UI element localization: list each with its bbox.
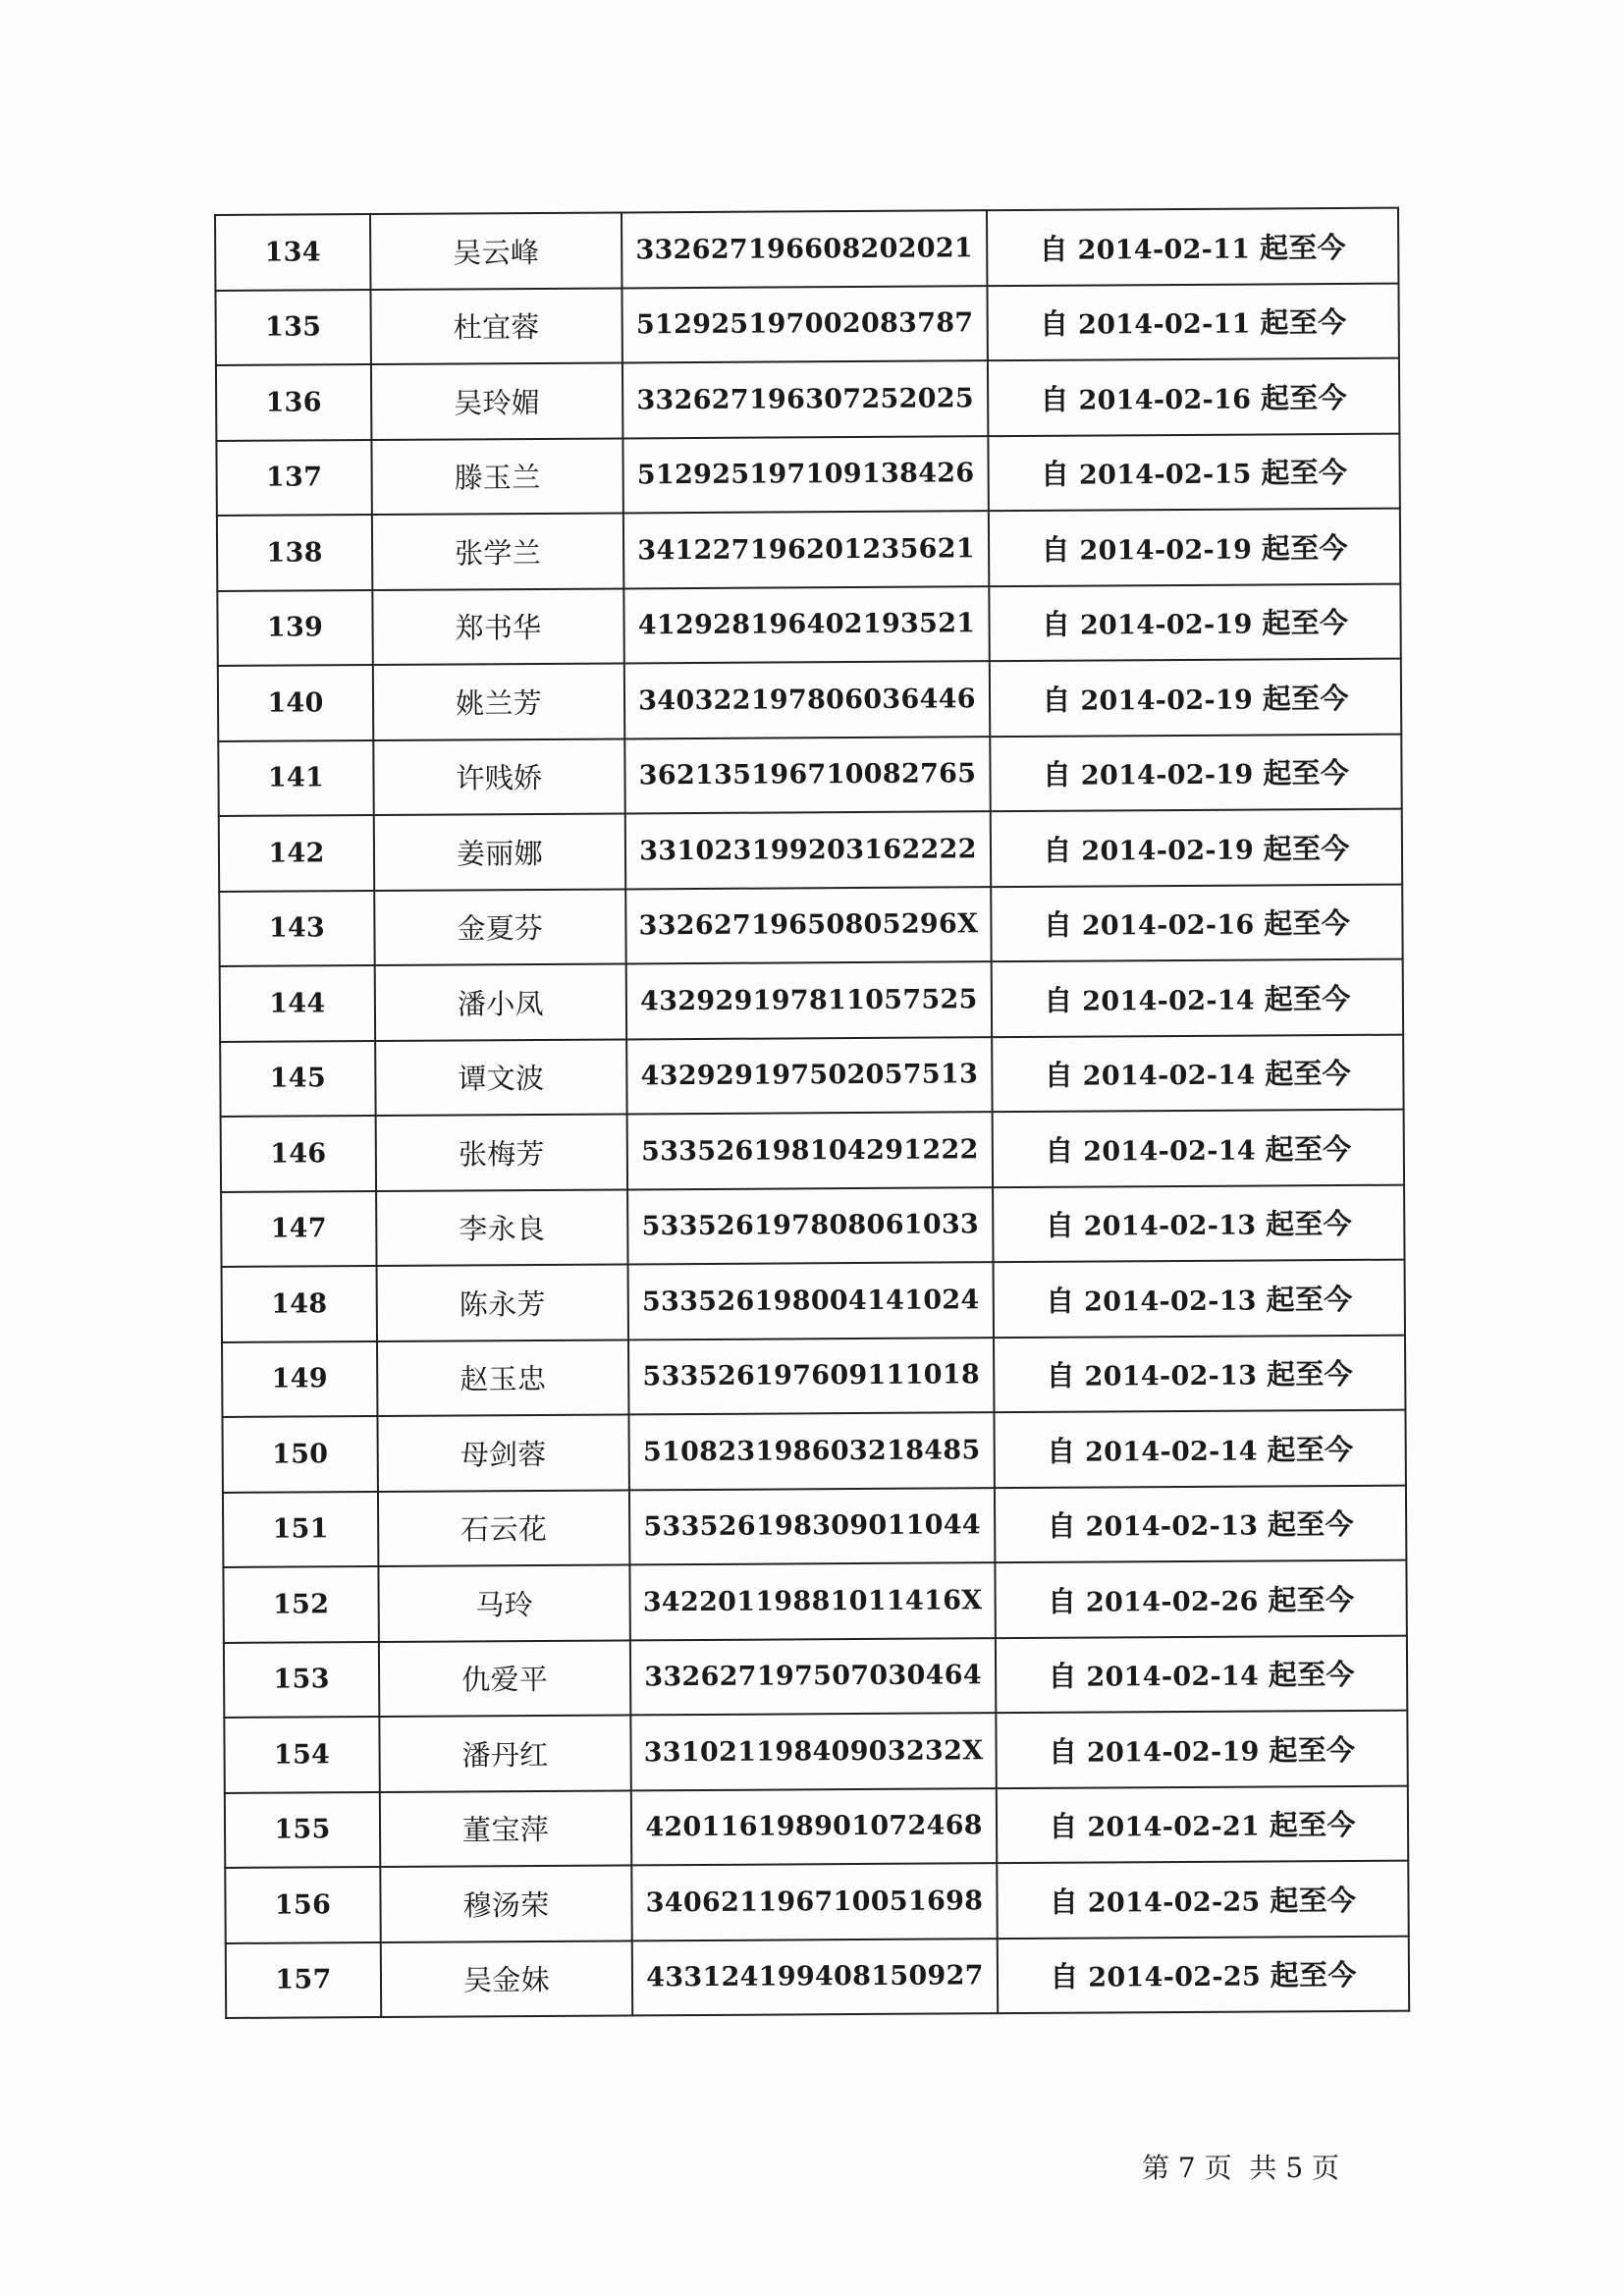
row-number: 150 <box>222 1416 377 1492</box>
date-range <box>995 1485 1406 1562</box>
date-range <box>993 1184 1404 1262</box>
row-number: 142 <box>219 815 374 891</box>
date-prefix: 自 <box>1047 1584 1077 1618</box>
date-suffix: 起至今 <box>1264 906 1351 941</box>
start-date: 2014-02-16 <box>1081 909 1255 942</box>
date-prefix: 自 <box>1041 607 1071 642</box>
start-date: 2014-02-13 <box>1084 1360 1258 1393</box>
row-number: 139 <box>217 590 372 666</box>
id-number: 512925197002083787 <box>622 286 987 363</box>
date-suffix: 起至今 <box>1268 1582 1355 1617</box>
person-name: 马玲 <box>378 1564 629 1641</box>
date-suffix: 起至今 <box>1260 305 1347 340</box>
date-range <box>997 1861 1408 1939</box>
date-range <box>996 1635 1407 1713</box>
start-date: 2014-02-13 <box>1083 1210 1257 1242</box>
date-suffix: 起至今 <box>1269 1808 1356 1842</box>
date-suffix: 起至今 <box>1263 831 1350 866</box>
start-date: 2014-02-13 <box>1084 1285 1257 1318</box>
table-row <box>218 659 1401 741</box>
person-name: 张学兰 <box>372 513 623 589</box>
date-suffix: 起至今 <box>1270 1958 1357 1993</box>
table-row <box>216 358 1399 441</box>
date-suffix: 起至今 <box>1267 1432 1354 1467</box>
id-number: 332627196608202021 <box>622 210 987 288</box>
table-row <box>215 208 1398 291</box>
table-row <box>219 884 1402 966</box>
date-range <box>989 583 1400 661</box>
table-row <box>215 283 1398 365</box>
date-suffix: 起至今 <box>1265 1207 1353 1241</box>
date-suffix: 起至今 <box>1259 230 1347 265</box>
id-number: 432929197502057513 <box>626 1037 992 1115</box>
id-number: 340322197806036446 <box>624 661 990 738</box>
start-date: 2014-02-11 <box>1077 234 1251 266</box>
row-number: 154 <box>224 1717 379 1792</box>
row-number: 151 <box>223 1492 378 1567</box>
date-suffix: 起至今 <box>1260 380 1347 415</box>
table-row <box>220 1034 1403 1117</box>
row-number: 152 <box>223 1566 378 1642</box>
id-number: 533526198104291222 <box>627 1112 993 1189</box>
date-range <box>988 433 1399 511</box>
id-number: 362135196710082765 <box>624 737 990 814</box>
date-prefix: 自 <box>1043 907 1073 943</box>
row-number: 134 <box>215 214 370 290</box>
date-prefix: 自 <box>1043 833 1072 867</box>
id-number: 533526197808061033 <box>627 1187 993 1265</box>
row-number: 149 <box>222 1341 377 1417</box>
date-suffix: 起至今 <box>1265 1057 1352 1091</box>
date-prefix: 自 <box>1047 1508 1076 1544</box>
row-number: 143 <box>219 891 374 966</box>
id-number: 533526198004141024 <box>628 1262 994 1339</box>
date-prefix: 自 <box>1039 306 1069 342</box>
person-name: 谭文波 <box>375 1039 626 1116</box>
person-name: 许贱娇 <box>373 738 624 815</box>
row-number: 135 <box>215 290 370 365</box>
date-prefix: 自 <box>1048 1659 1077 1694</box>
start-date: 2014-02-15 <box>1078 459 1252 491</box>
id-number: 433124199408150927 <box>632 1939 998 2016</box>
date-range <box>991 884 1402 961</box>
date-prefix: 自 <box>1046 1358 1075 1394</box>
person-name: 李永良 <box>376 1189 627 1266</box>
row-number: 141 <box>218 740 373 816</box>
date-prefix: 自 <box>1050 1959 1079 1995</box>
person-name: 吴玲媚 <box>371 362 622 439</box>
table-row <box>222 1335 1405 1417</box>
table-row <box>220 959 1403 1042</box>
id-number: 412928196402193521 <box>623 586 989 664</box>
person-name: 穆汤荣 <box>380 1865 631 1941</box>
table-row <box>221 1110 1404 1192</box>
id-number: 331023199203162222 <box>625 811 991 889</box>
date-suffix: 起至今 <box>1261 530 1348 566</box>
table-row <box>226 1936 1409 2018</box>
date-prefix: 自 <box>1048 1734 1078 1769</box>
start-date: 2014-02-14 <box>1082 1060 1256 1092</box>
table-row <box>218 734 1401 816</box>
start-date: 2014-02-25 <box>1087 1886 1261 1919</box>
start-date: 2014-02-19 <box>1086 1736 1260 1769</box>
person-name: 赵玉忠 <box>377 1339 628 1416</box>
date-range <box>996 1711 1407 1788</box>
date-suffix: 起至今 <box>1264 981 1351 1016</box>
date-prefix: 自 <box>1044 1058 1074 1093</box>
date-range <box>990 659 1401 737</box>
date-range <box>989 509 1400 586</box>
date-range <box>993 1110 1404 1187</box>
date-range <box>987 283 1398 360</box>
table-row <box>221 1184 1404 1267</box>
date-suffix: 起至今 <box>1268 1658 1355 1692</box>
date-suffix: 起至今 <box>1267 1507 1354 1542</box>
table-row <box>225 1785 1408 1868</box>
row-number: 155 <box>225 1791 380 1867</box>
date-range <box>994 1260 1405 1338</box>
date-suffix: 起至今 <box>1270 1883 1357 1918</box>
date-range <box>998 1936 1409 2013</box>
row-number: 156 <box>225 1867 380 1942</box>
page-footer: 第 7 页 共 5 页 <box>1142 2152 1340 2184</box>
row-number: 140 <box>218 665 373 740</box>
start-date: 2014-02-25 <box>1088 1961 1262 1994</box>
date-prefix: 自 <box>1039 232 1068 266</box>
start-date: 2014-02-14 <box>1084 1436 1258 1468</box>
date-prefix: 自 <box>1042 683 1071 717</box>
date-range <box>991 809 1402 887</box>
row-number: 138 <box>217 515 372 590</box>
date-suffix: 起至今 <box>1262 606 1349 640</box>
date-prefix: 自 <box>1049 1809 1078 1844</box>
date-prefix: 自 <box>1046 1434 1076 1468</box>
id-number: 340621196710051698 <box>631 1863 997 1941</box>
row-number: 147 <box>221 1191 376 1267</box>
person-name: 吴云峰 <box>370 212 622 289</box>
person-name: 潘小凤 <box>375 963 626 1040</box>
table-row <box>222 1410 1405 1493</box>
row-number: 144 <box>220 965 375 1041</box>
row-number: 136 <box>216 364 371 440</box>
id-number: 33102119840903232X <box>630 1713 996 1790</box>
date-suffix: 起至今 <box>1266 1357 1354 1392</box>
date-suffix: 起至今 <box>1269 1732 1356 1768</box>
table-row <box>224 1635 1407 1718</box>
date-prefix: 自 <box>1049 1885 1079 1919</box>
id-number: 432929197811057525 <box>626 961 992 1039</box>
date-suffix: 起至今 <box>1262 681 1349 716</box>
person-name: 潘丹红 <box>379 1715 630 1791</box>
id-number: 510823198603218485 <box>628 1412 994 1490</box>
start-date: 2014-02-11 <box>1077 308 1251 341</box>
person-name: 石云花 <box>378 1490 629 1566</box>
start-date: 2014-02-21 <box>1087 1811 1261 1843</box>
table-row <box>224 1711 1407 1793</box>
date-range <box>997 1785 1408 1863</box>
id-number: 33262719650805296X <box>625 887 991 964</box>
row-number: 153 <box>224 1642 379 1718</box>
date-range <box>992 1034 1403 1112</box>
id-number: 533526198309011044 <box>629 1488 995 1565</box>
id-number: 512925197109138426 <box>622 436 988 514</box>
date-prefix: 自 <box>1045 1133 1074 1168</box>
start-date: 2014-02-16 <box>1078 384 1252 416</box>
table-row <box>216 433 1399 516</box>
date-suffix: 起至今 <box>1266 1282 1353 1317</box>
row-number: 146 <box>221 1116 376 1191</box>
person-name: 金夏芬 <box>374 889 625 965</box>
date-prefix: 自 <box>1044 983 1073 1017</box>
date-suffix: 起至今 <box>1261 456 1348 490</box>
start-date: 2014-02-26 <box>1085 1586 1259 1618</box>
table-row <box>225 1861 1408 1943</box>
start-date: 2014-02-13 <box>1085 1510 1259 1543</box>
person-name: 董宝萍 <box>380 1790 631 1867</box>
date-prefix: 自 <box>1040 382 1069 416</box>
id-number: 341227196201235621 <box>623 511 989 588</box>
date-prefix: 自 <box>1045 1284 1075 1318</box>
date-prefix: 自 <box>1042 757 1072 793</box>
date-range <box>990 734 1401 811</box>
roster-table <box>214 207 1410 2019</box>
date-suffix: 起至今 <box>1265 1131 1352 1167</box>
date-range <box>987 208 1398 286</box>
start-date: 2014-02-14 <box>1086 1661 1260 1693</box>
table-row <box>217 583 1400 666</box>
person-name: 滕玉兰 <box>371 438 622 515</box>
row-number: 157 <box>226 1941 381 2017</box>
table-row <box>217 509 1400 591</box>
start-date: 2014-02-14 <box>1082 985 1256 1017</box>
date-prefix: 自 <box>1040 457 1070 492</box>
row-number: 137 <box>216 440 371 516</box>
table-row <box>222 1260 1405 1342</box>
start-date: 2014-02-14 <box>1083 1135 1257 1168</box>
date-range <box>995 1560 1406 1638</box>
id-number: 332627197507030464 <box>630 1638 996 1716</box>
start-date: 2014-02-19 <box>1080 684 1254 717</box>
person-name: 姜丽娜 <box>374 813 625 890</box>
roster-body <box>215 208 1409 2018</box>
date-range <box>992 959 1403 1037</box>
start-date: 2014-02-19 <box>1079 534 1253 567</box>
date-range <box>994 1410 1405 1488</box>
person-name: 陈永芳 <box>377 1264 628 1340</box>
person-name: 母剑蓉 <box>377 1414 628 1491</box>
person-name: 吴金妹 <box>381 1941 632 2017</box>
person-name: 仇爱平 <box>379 1640 630 1717</box>
start-date: 2014-02-19 <box>1080 759 1254 792</box>
table-row <box>219 809 1402 892</box>
person-name: 杜宜蓉 <box>370 288 622 364</box>
row-number: 148 <box>222 1266 377 1341</box>
person-name: 姚兰芳 <box>373 663 624 739</box>
person-name: 张梅芳 <box>376 1114 627 1190</box>
table-row <box>223 1485 1406 1567</box>
start-date: 2014-02-19 <box>1081 835 1255 867</box>
date-range <box>988 358 1399 436</box>
id-number: 332627196307252025 <box>622 360 988 438</box>
id-number: 34220119881011416X <box>629 1562 995 1640</box>
id-number: 533526197609111018 <box>628 1338 994 1415</box>
table-row <box>223 1560 1406 1643</box>
date-prefix: 自 <box>1041 532 1070 567</box>
date-range <box>994 1335 1405 1412</box>
start-date: 2014-02-19 <box>1079 609 1253 641</box>
date-suffix: 起至今 <box>1263 756 1350 791</box>
person-name: 郑书华 <box>372 588 623 665</box>
id-number: 420116198901072468 <box>631 1788 997 1866</box>
date-prefix: 自 <box>1045 1208 1075 1243</box>
row-number: 145 <box>220 1041 375 1117</box>
